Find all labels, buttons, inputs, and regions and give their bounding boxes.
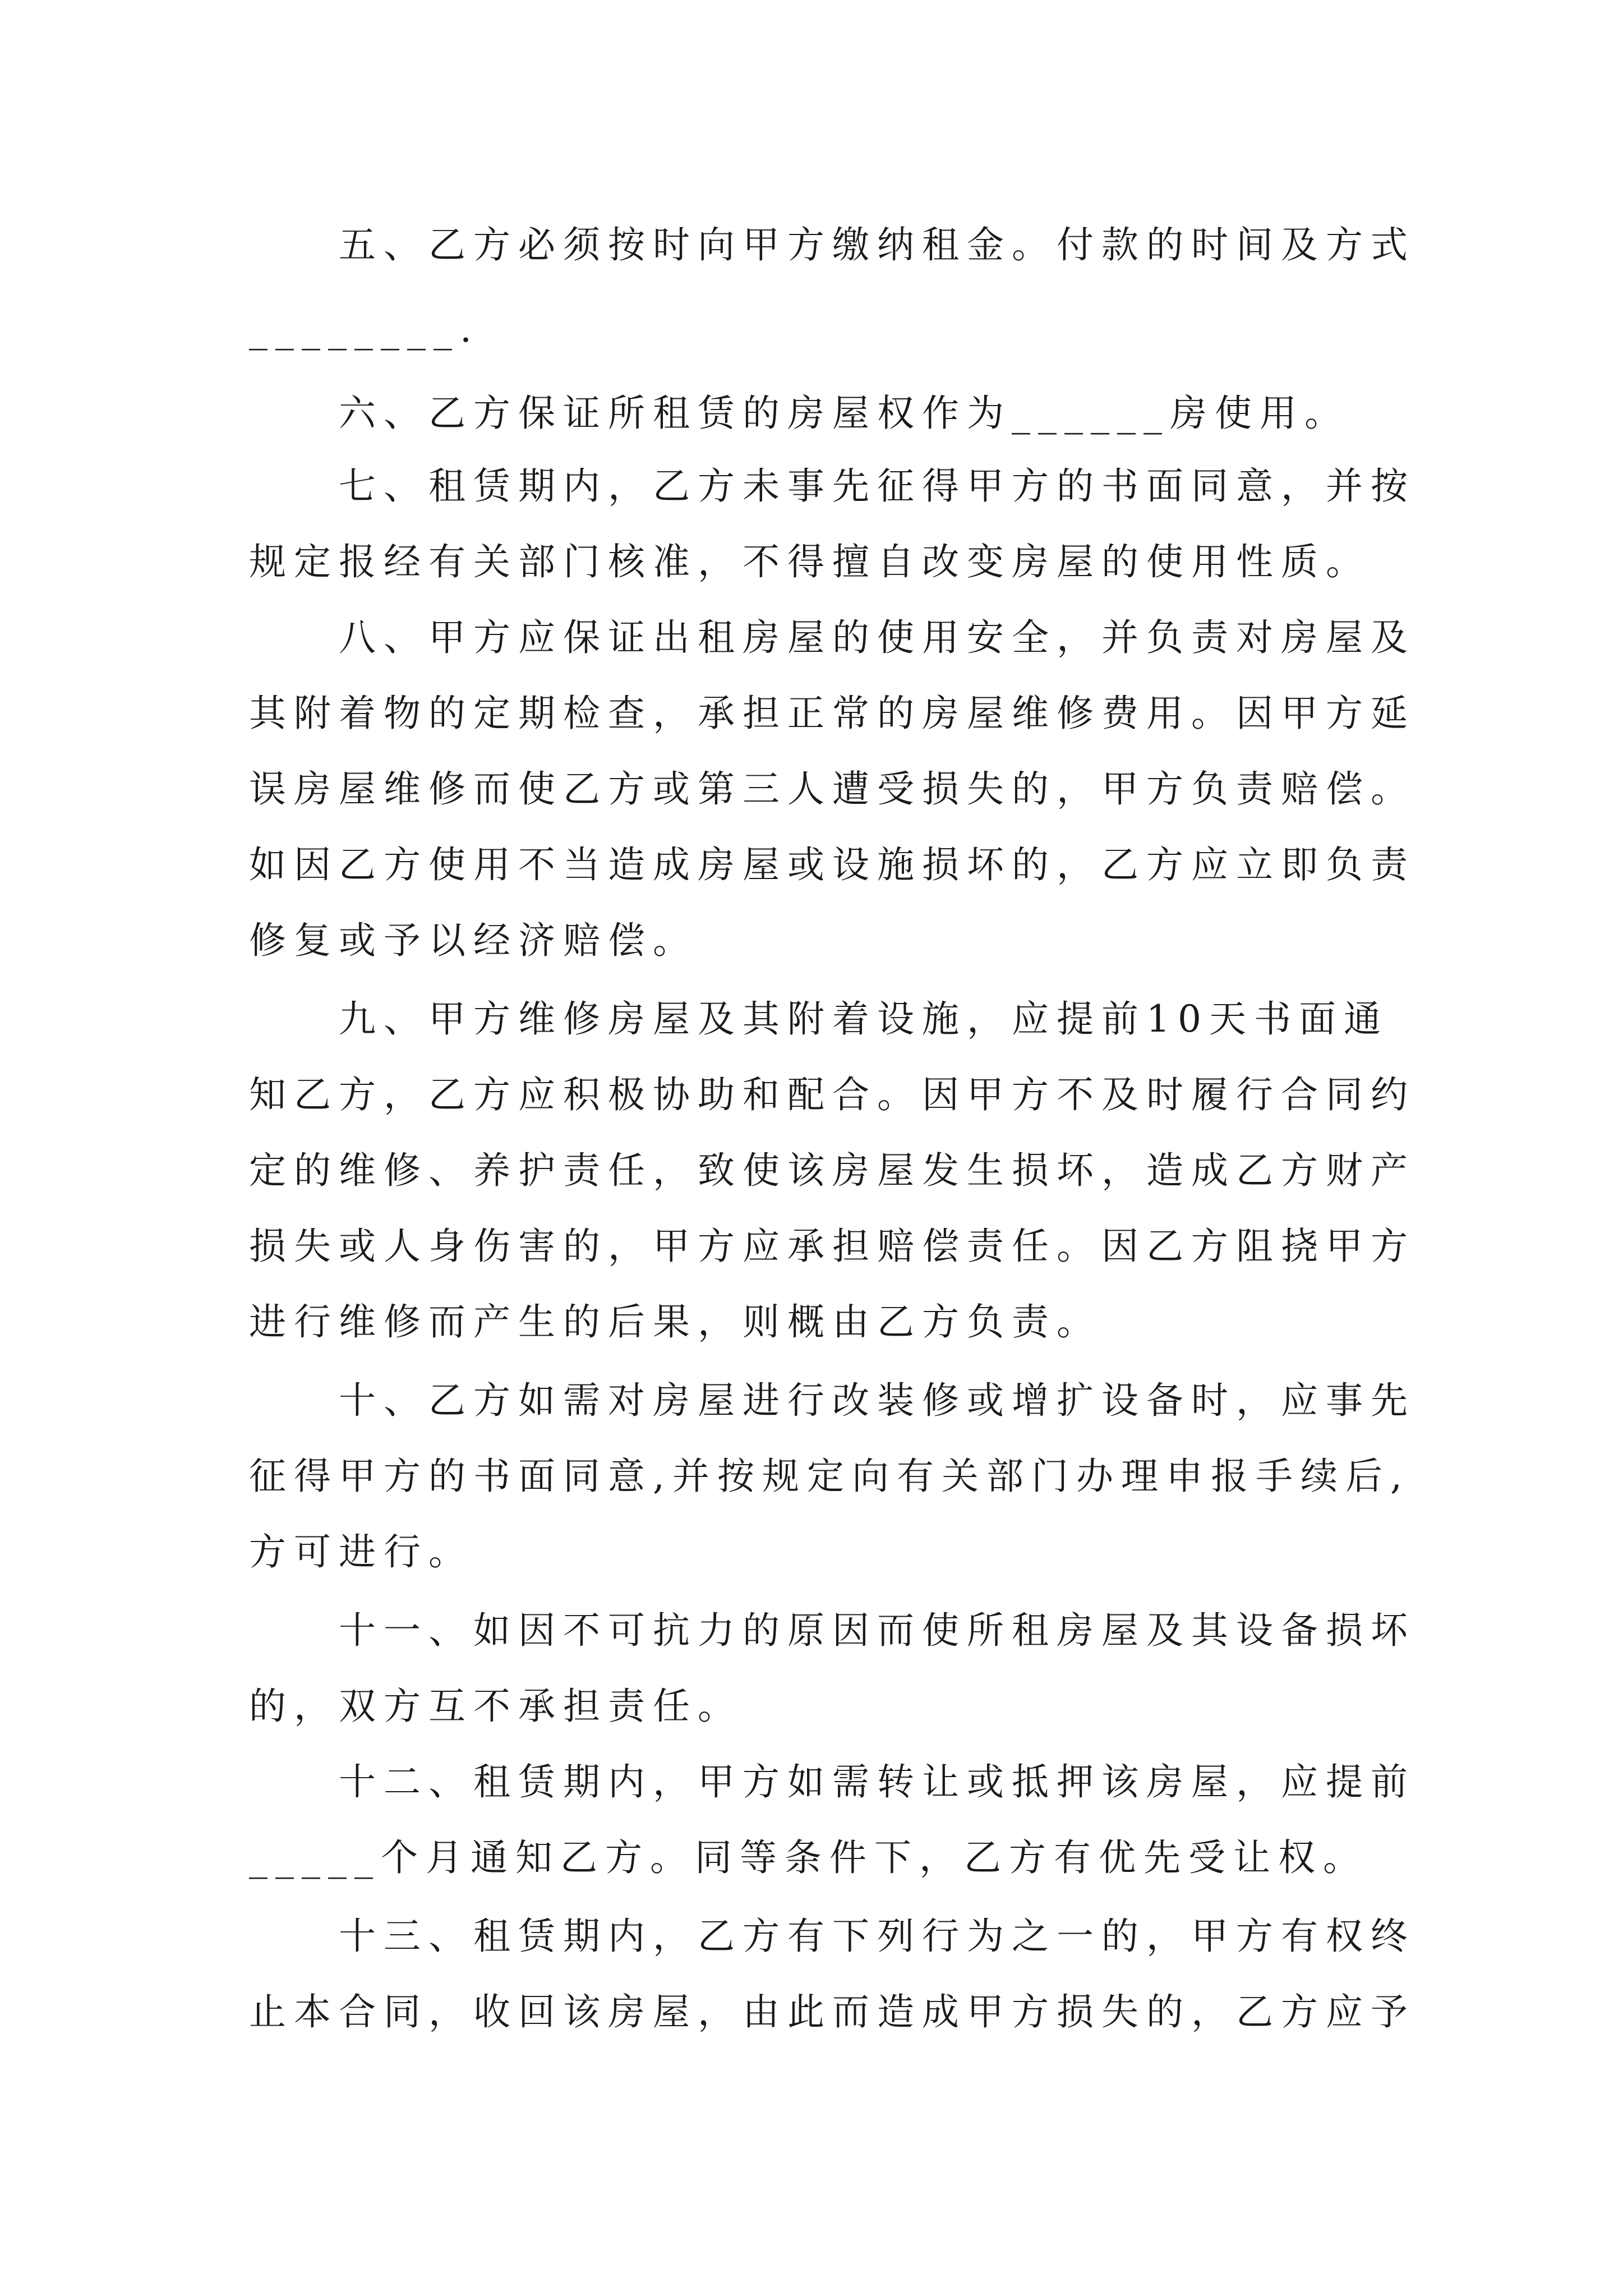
clause-6-line-1: 六、乙方保证所租赁的房屋权作为______房使用。 (339, 392, 1349, 435)
clause-11-line-1: 十一、如因不可抗力的原因而使所租房屋及其设备损坏 (339, 1609, 1415, 1652)
clause-10-line-3: 方可进行。 (249, 1530, 473, 1573)
clause-9-line-1: 九、甲方维修房屋及其附着设施，应提前10天书面通 (339, 997, 1389, 1041)
clause-5-line-1: 五、乙方必须按时向甲方缴纳租金。付款的时间及方式 (339, 223, 1415, 266)
clause-10-line-2: 征得甲方的书面同意,并按规定向有关部门办理申报手续后, (249, 1455, 1410, 1498)
clause-9-line-4: 损失或人身伤害的，甲方应承担赔偿责任。因乙方阻挠甲方 (249, 1225, 1415, 1268)
clause-8-line-2: 其附着物的定期检查，承担正常的房屋维修费用。因甲方延 (249, 692, 1415, 735)
clause-11-line-2: 的，双方互不承担责任。 (249, 1685, 743, 1728)
clause-8-line-3: 误房屋维修而使乙方或第三人遭受损失的，甲方负责赔偿。 (249, 767, 1415, 811)
clause-12-line-1: 十二、租赁期内，甲方如需转让或抵押该房屋，应提前 (339, 1760, 1415, 1803)
clause-5-line-2: ________. (249, 307, 479, 351)
clause-10-line-1: 十、乙方如需对房屋进行改装修或增扩设备时，应事先 (339, 1379, 1415, 1422)
clause-8-line-4: 如因乙方使用不当造成房屋或设施损坏的，乙方应立即负责 (249, 843, 1415, 886)
clause-12-line-2: _____个月通知乙方。同等条件下，乙方有优先受让权。 (249, 1836, 1368, 1879)
clause-9-line-5: 进行维修而产生的后果，则概由乙方负责。 (249, 1300, 1101, 1343)
clause-7-line-1: 七、租赁期内，乙方未事先征得甲方的书面同意，并按 (339, 464, 1415, 508)
clause-9-line-2: 知乙方，乙方应积极协助和配合。因甲方不及时履行合同约 (249, 1073, 1415, 1116)
clause-7-line-2: 规定报经有关部门核准，不得擅自改变房屋的使用性质。 (249, 540, 1371, 583)
clause-9-line-3: 定的维修、养护责任，致使该房屋发生损坏，造成乙方财产 (249, 1149, 1415, 1192)
clause-8-line-5: 修复或予以经济赔偿。 (249, 919, 698, 962)
clause-8-line-1: 八、甲方应保证出租房屋的使用安全，并负责对房屋及 (339, 616, 1415, 659)
clause-13-line-2: 止本合同，收回该房屋，由此而造成甲方损失的，乙方应予 (249, 1990, 1415, 2033)
clause-13-line-1: 十三、租赁期内，乙方有下列行为之一的，甲方有权终 (339, 1915, 1415, 1958)
